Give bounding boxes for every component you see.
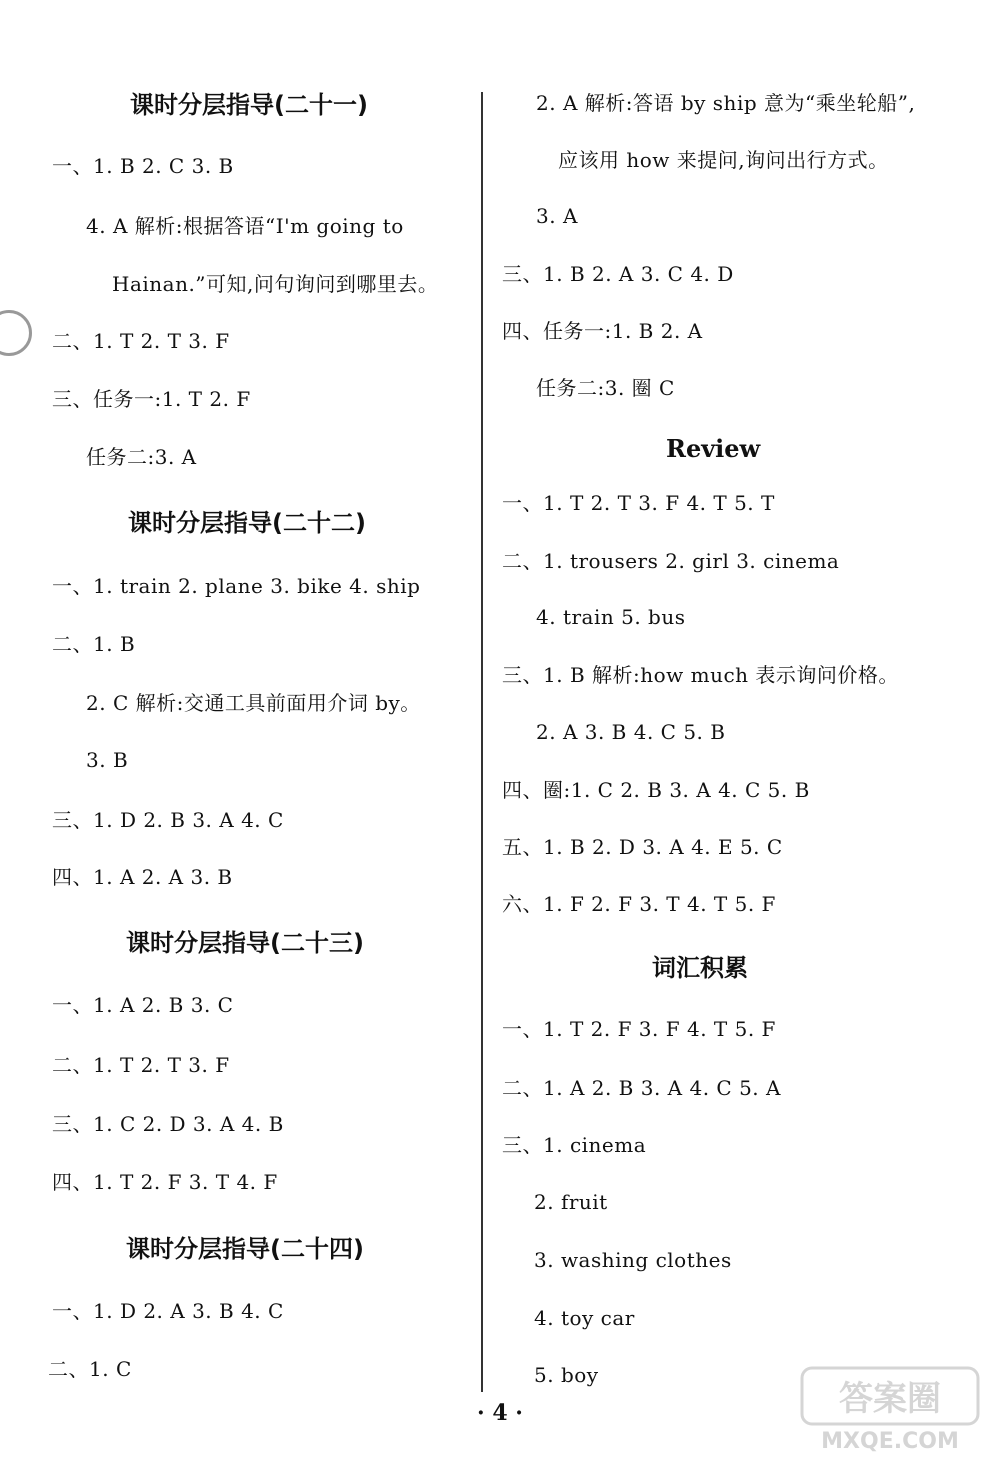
answer-line: 四、任务一:1. B 2. A — [502, 319, 703, 343]
answer-line: 4. train 5. bus — [536, 605, 686, 629]
answer-line: 五、1. B 2. D 3. A 4. E 5. C — [502, 835, 783, 859]
section-heading-24: 课时分层指导(二十四) — [126, 1235, 364, 1263]
answer-line: 2. fruit — [534, 1190, 608, 1214]
answer-line: 一、1. A 2. B 3. C — [52, 993, 234, 1017]
answer-line: 一、1. train 2. plane 3. bike 4. ship — [52, 574, 421, 598]
answer-line: 任务二:3. 圈 C — [536, 376, 675, 400]
answer-line: 应该用 how 来提问,询问出行方式。 — [558, 148, 889, 172]
answer-line: 二、1. T 2. T 3. F — [52, 1053, 230, 1077]
scan-artifact-mark — [0, 310, 32, 356]
answer-line: 2. A 3. B 4. C 5. B — [536, 720, 726, 744]
answer-line: 三、1. B 2. A 3. C 4. D — [502, 262, 734, 286]
answer-line: 一、1. T 2. T 3. F 4. T 5. T — [502, 491, 775, 515]
answer-line: 二、1. A 2. B 3. A 4. C 5. A — [502, 1076, 781, 1100]
answer-line: 三、1. C 2. D 3. A 4. B — [52, 1112, 284, 1136]
answer-line: Hainan.”可知,问句询问到哪里去。 — [112, 272, 439, 296]
answer-line: 四、1. A 2. A 3. B — [52, 865, 233, 889]
section-heading-22: 课时分层指导(二十二) — [128, 509, 366, 537]
answer-line: 一、1. B 2. C 3. B — [52, 154, 234, 178]
page-number: · 4 · — [477, 1400, 523, 1426]
answer-line: 一、1. D 2. A 3. B 4. C — [52, 1299, 284, 1323]
watermark-text: 答案圈 — [839, 1379, 941, 1419]
watermark-url: MXQE.COM — [821, 1429, 959, 1454]
answer-line: 2. A 解析:答语 by ship 意为“乘坐轮船”, — [536, 91, 916, 115]
section-heading-21: 课时分层指导(二十一) — [130, 91, 368, 119]
section-heading-23: 课时分层指导(二十三) — [126, 929, 364, 957]
answer-line: 3. A — [536, 204, 578, 228]
answer-line: 任务二:3. A — [86, 445, 197, 469]
answer-line: 4. toy car — [534, 1306, 635, 1330]
answer-line: 四、1. T 2. F 3. T 4. F — [52, 1170, 278, 1194]
answer-line: 3. B — [86, 748, 129, 772]
answer-line: 六、1. F 2. F 3. T 4. T 5. F — [502, 892, 776, 916]
section-heading-review: Review — [666, 434, 761, 463]
answer-line: 二、1. B — [52, 632, 136, 656]
answer-line: 4. A 解析:根据答语“I'm going to — [86, 214, 404, 238]
answer-line: 三、1. B 解析:how much 表示询问价格。 — [502, 663, 899, 687]
answer-line: 二、1. trousers 2. girl 3. cinema — [502, 549, 840, 573]
answer-line: 二、1. C — [48, 1357, 132, 1381]
site-watermark-logo — [800, 1366, 980, 1456]
answer-line: 3. washing clothes — [534, 1248, 732, 1272]
answer-line: 四、圈:1. C 2. B 3. A 4. C 5. B — [502, 778, 810, 802]
answer-line: 2. C 解析:交通工具前面用介词 by。 — [86, 691, 421, 715]
section-heading-vocabulary: 词汇积累 — [652, 954, 748, 982]
column-divider — [481, 92, 483, 1392]
answer-line: 三、1. cinema — [502, 1133, 647, 1157]
answer-line: 5. boy — [534, 1363, 599, 1387]
answer-line: 二、1. T 2. T 3. F — [52, 329, 230, 353]
answer-line: 三、1. D 2. B 3. A 4. C — [52, 808, 284, 832]
answer-line: 三、任务一:1. T 2. F — [52, 387, 251, 411]
answer-line: 一、1. T 2. F 3. F 4. T 5. F — [502, 1017, 776, 1041]
